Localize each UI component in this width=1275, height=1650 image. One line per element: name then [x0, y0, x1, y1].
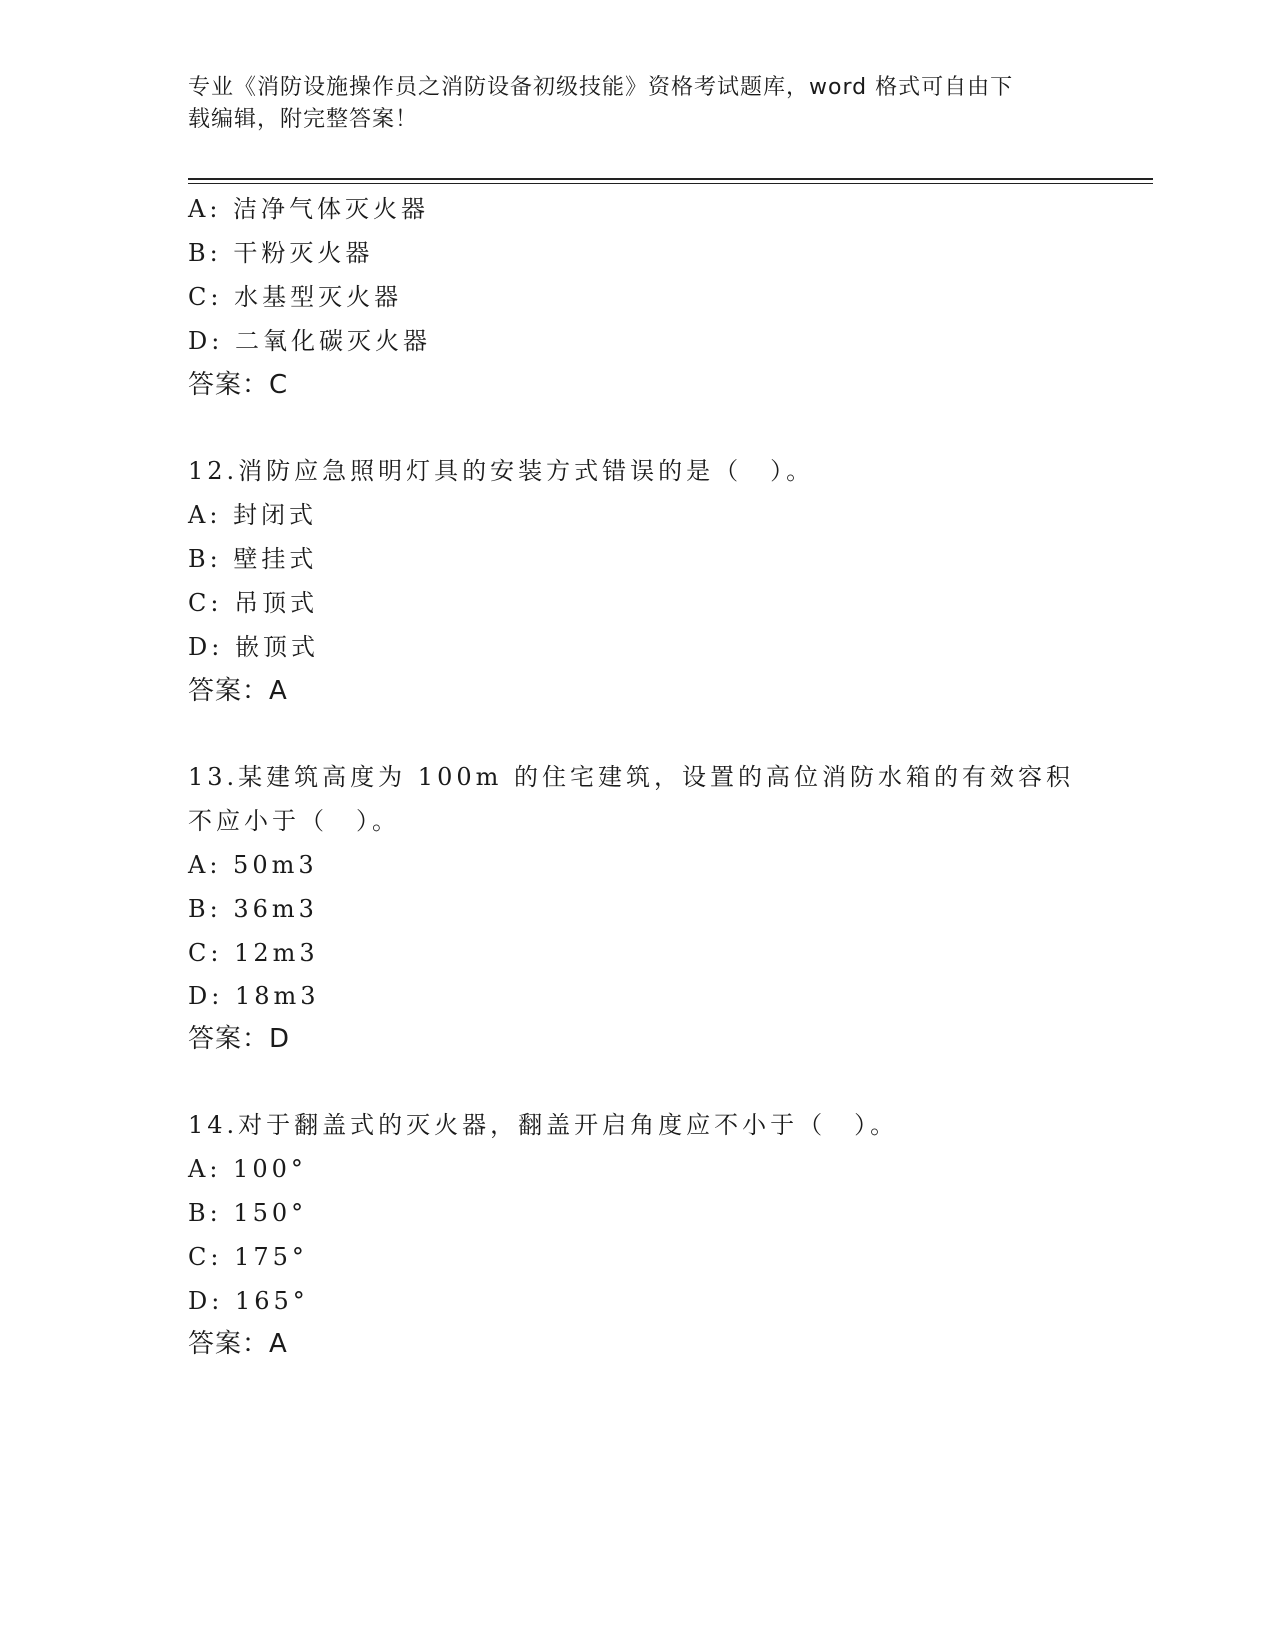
option-c: C: 12m3 — [188, 939, 319, 967]
option-b: B: 150° — [188, 1199, 308, 1227]
option-c: C: 175° — [188, 1243, 308, 1271]
question-stem: 13.某建筑高度为 100m 的住宅建筑，设置的高位消防水箱的有效容积 — [188, 763, 1074, 791]
option-d: D: 二氧化碳灭火器 — [188, 327, 431, 355]
header-line-2: 载编辑，附完整答案！ — [188, 107, 419, 132]
option-d: D: 18m3 — [188, 982, 320, 1010]
option-b: B: 36m3 — [188, 895, 318, 923]
option-a: A: 100° — [188, 1155, 307, 1183]
document-header — [188, 72, 1068, 136]
answer-line: 答案：C — [188, 370, 289, 400]
question-stem: 12.消防应急照明灯具的安装方式错误的是（ ）。 — [188, 457, 815, 485]
header-line-1: 专业《消防设施操作员之消防设备初级技能》资格考试题库，word 格式可自由下 — [188, 75, 1014, 100]
header-divider-thick — [188, 178, 1153, 180]
option-a: A: 封闭式 — [188, 501, 318, 529]
answer-line: 答案：A — [188, 1329, 288, 1359]
option-b: B: 干粉灭火器 — [188, 239, 374, 267]
header-divider-thin — [188, 183, 1153, 184]
answer-line: 答案：A — [188, 676, 288, 706]
option-b: B: 壁挂式 — [188, 545, 318, 573]
answer-line: 答案：D — [188, 1024, 291, 1054]
question-stem-continued: 不应小于（ ）。 — [188, 807, 400, 835]
option-d: D: 嵌顶式 — [188, 633, 319, 661]
option-c: C: 水基型灭火器 — [188, 283, 403, 311]
option-c: C: 吊顶式 — [188, 589, 319, 617]
option-a: A: 洁净气体灭火器 — [188, 195, 430, 223]
option-a: A: 50m3 — [188, 851, 318, 879]
question-stem: 14.对于翻盖式的灭火器，翻盖开启角度应不小于（ ）。 — [188, 1111, 899, 1139]
option-d: D: 165° — [188, 1287, 309, 1315]
